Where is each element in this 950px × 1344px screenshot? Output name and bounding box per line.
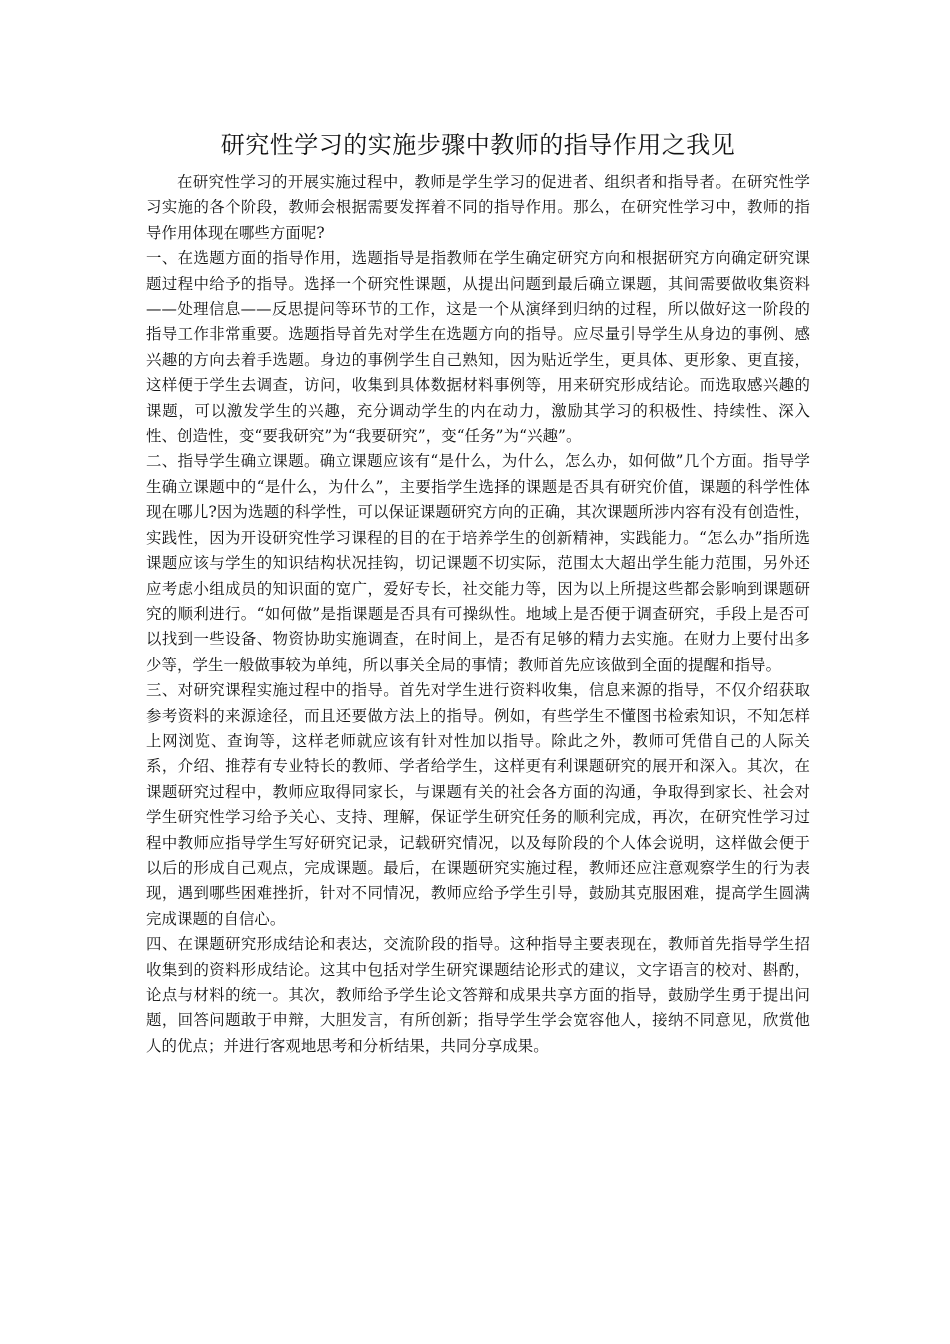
section-two-paragraph: 二、指导学生确立课题。确立课题应该有“是什么，为什么，怎么办，如何做”几个方面。指导学生确立课题中的“是什么，为什么”，主要指学生选择的课题是否具有研究价值，课题的科学性体现在哪儿?因为选题的科学性，可以保证课题研究方向的正确，其次课题所涉内容有没有创造性，实践性，因为开设研究性学习课程的目的在于培养学生的创新精神，实践能力。“怎么办”指所选课题应该与学生的知识结构状况挂钩，切记课题不切实际，范围太大超出学生能力范围，另外还应考虑小组成员的知识面的宽广，爱好专长，社交能力等，因为以上所提这些都会影响到课题研究的顺利进行。“如何做”是指课题是否具有可操纵性。地域上是否便于调查研究，手段上是否可以找到一些设备、物资协助实施调查，在时间上，是否有足够的精力去实施。在财力上要付出多少等，学生一般做事较为单纯，所以事关全局的事情；教师首先应该做到全面的提醒和指导。: [146, 452, 810, 674]
document-title: 研究性学习的实施步骤中教师的指导作用之我见: [220, 131, 736, 159]
section-three-paragraph: 三、对研究课程实施过程中的指导。首先对学生进行资料收集，信息来源的指导，不仅介绍获取参考资料的来源途径，而且还要做方法上的指导。例如，有些学生不懂图书检索知识，不知怎样上网浏览、查询等，这样老师就应该有针对性加以指导。除此之外，教师可凭借自己的人际关系，介绍、推荐有专业特长的教师、学者给学生，这样更有利课题研究的展开和深入。其次，在课题研究过程中，教师应取得同家长，与课题有关的社会各方面的沟通，争取得到家长、社会对学生研究性学习给予关心、支持、理解，保证学生研究任务的顺利完成，再次，在研究性学习过程中教师应指导学生写好研究记录，记载研究情况，以及每阶段的个人体会说明，这样做会便于以后的形成自己观点，完成课题。最后，在课题研究实施过程，教师还应注意观察学生的行为表现，遇到哪些困难挫折，针对不同情况，教师应给予学生引导，鼓励其克服困难，提高学生圆满完成课题的自信心。: [146, 681, 810, 928]
section-one-paragraph: 一、在选题方面的指导作用，选题指导是指教师在学生确定研究方向和根据研究方向确定研究课题过程中给予的指导。选择一个研究性课题，从提出问题到最后确立课题，其间需要做收集资料——处理信息——反思提问等环节的工作，这是一个从演绎到归纳的过程，所以做好这一阶段的指导工作非常重要。选题指导首先对学生在选题方向的指导。应尽量引导学生从身边的事例、感兴趣的方向去着手选题。身边的事例学生自己熟知，因为贴近学生，更具体、更形象、更直接，这样便于学生去调查，访问，收集到具体数据材料事例等，用来研究形成结论。而选取感兴趣的课题，可以激发学生的兴趣，充分调动学生的内在动力，激励其学习的积极性、持续性、深入性、创造性，变“要我研究”为“我要研究”，变“任务”为“兴趣”。: [146, 249, 810, 446]
section-four-paragraph: 四、在课题研究形成结论和表达，交流阶段的指导。这种指导主要表现在，教师首先指导学生招收集到的资料形成结论。这其中包括对学生研究课题结论形式的建议，文字语言的校对、斟酌，论点与材料的统一。其次，教师给予学生论文答辩和成果共享方面的指导，鼓励学生勇于提出问题，回答问题敢于申辩，大胆发言，有所创新；指导学生学会宽容他人，接纳不同意见，欣赏他人的优点；并进行客观地思考和分析结果，共同分享成果。: [146, 935, 810, 1055]
document-page: [146, 128, 810, 1059]
intro-paragraph: 在研究性学习的开展实施过程中，教师是学生学习的促进者、组织者和指导者。在研究性学习实施的各个阶段，教师会根据需要发挥着不同的指导作用。那么，在研究性学习中，教师的指导作用体现在哪些方面呢?: [146, 173, 810, 242]
